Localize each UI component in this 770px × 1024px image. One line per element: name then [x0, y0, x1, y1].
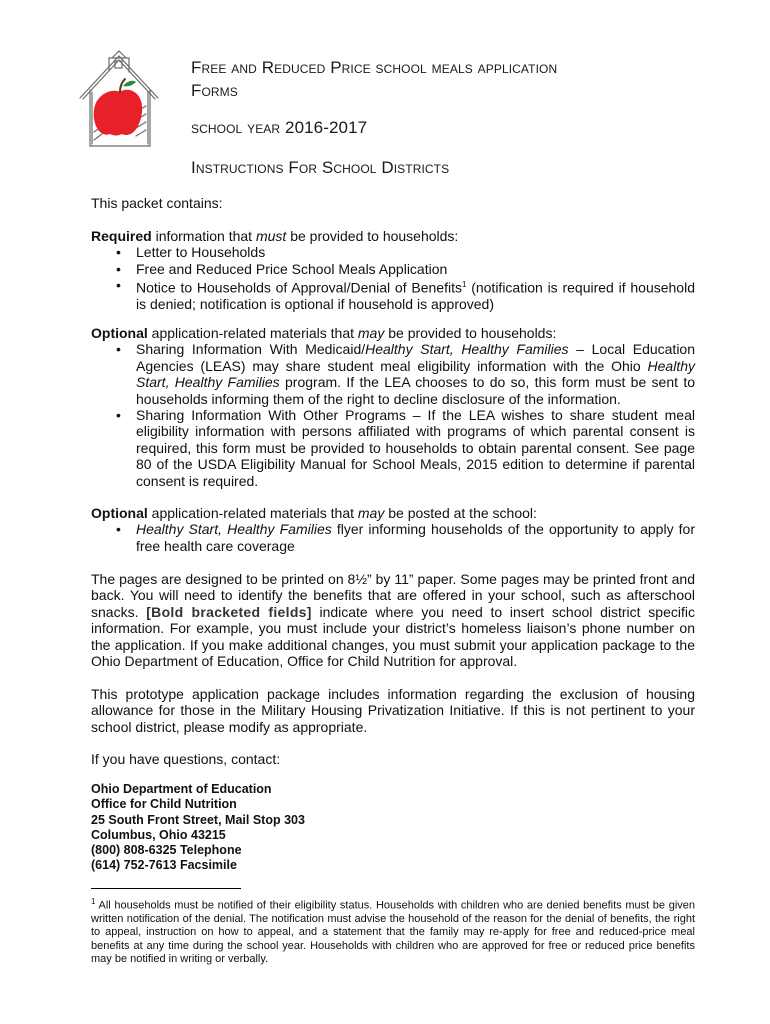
required-lead: Required information that must be provided to households:	[91, 228, 459, 244]
list-item: • Sharing Information With Medicaid/Healthy Start, Healthy Families – Local Education Agencies (LEAS) may share student meal eligibility information with the Ohio Healthy Start, Healthy Families program. If the LEA chooses to do so, this form must be sent to households informing them of the right to decline disclosure of the information.	[116, 341, 695, 407]
required-list	[91, 244, 695, 312]
bullet-icon: •	[116, 521, 121, 538]
printing-paragraph: The pages are designed to be printed on 8½” by 11” paper. Some pages may be printed front and back. You will need to identify the benefits that are offered in your school, such as afterschool snacks. [Bold bracketed fields] indicate where you need to insert school district specific information. For example, you must include your district’s homeless liaison’s phone number on the application. If you make additional changes, you must submit your application package to the Ohio Department of Education, Office for Child Nutrition for approval.	[91, 571, 695, 670]
form-title-line2: Forms	[191, 81, 238, 100]
optional-posted-lead: Optional application-related materials that may be posted at the school:	[91, 505, 537, 521]
footnote: $^1$ All households must be notified of their eligibility status. Households with children who are denied benefits must be given written notification of the denial. The notification must advise the household of the reason for the denial of benefits, the right to appeal, instruction on how to appeal, and a statement that the family may re-apply for free and reduced-price meal benefits at any time during the school year. Households with children who are approved for free or reduced price benefits may be notified in writing or verbally.	[91, 897, 695, 966]
optional-label: Optional	[91, 505, 148, 521]
optional-provided-list	[91, 341, 695, 489]
schoolhouse-apple-logo	[76, 50, 162, 150]
must-emphasis: must	[255, 228, 287, 244]
bullet-icon: •	[116, 341, 121, 358]
bullet-icon: •	[116, 260, 121, 277]
list-item: • Free and Reduced Price School Meals Application	[116, 260, 448, 277]
may-emphasis: may	[357, 325, 385, 341]
bullet-icon: •	[116, 407, 121, 424]
footnote-divider	[91, 888, 241, 889]
intro-line: This packet contains:	[91, 195, 223, 211]
school-year-value: 2016-2017	[285, 118, 368, 137]
school-year-label: school year	[191, 118, 281, 137]
optional-posted-list	[91, 521, 695, 554]
may-emphasis: may	[357, 505, 385, 521]
prototype-paragraph: This prototype application package includes information regarding the exclusion of housing allowance for those in the Military Housing Privatization Initiative. If this is not pertinent to your school district, please modify as appropriate.	[91, 686, 695, 735]
list-item: • Healthy Start, Healthy Families flyer informing households of the opportunity to apply for free health care coverage	[116, 521, 695, 554]
optional-provided-section	[91, 325, 695, 489]
contact-org: Ohio Department of Education	[91, 782, 272, 796]
footnote-ref: 1	[461, 280, 467, 290]
form-title-line1: Free and Reduced Price school meals application	[191, 58, 558, 77]
list-item: • Sharing Information With Other Programs – If the LEA wishes to share student meal eligibility information with persons affiliated with programs of which parental consent is required, this form must be provided to households to obtain parental consent. See page 80 of the USDA Eligibility Manual for School Meals, 2015 edition to determine if parental consent is required.	[116, 407, 695, 489]
required-section	[91, 228, 695, 313]
contact-city: Columbus, Ohio 43215	[91, 827, 226, 842]
bullet-icon: •	[116, 277, 121, 294]
bullet-icon: •	[116, 244, 121, 261]
list-item: • Letter to Households	[116, 244, 266, 261]
bracketed-fields-example: [Bold bracketed fields]	[146, 603, 312, 620]
intro-text	[91, 195, 695, 211]
contact-phone: (800) 808-6325 Telephone	[91, 843, 242, 858]
list-item: • Notice to Households of Approval/Denial of Benefits$^1$ (notification is required if household is denied; notification is optional if household is approved)	[116, 277, 695, 313]
contact-street: 25 South Front Street, Mail Stop 303	[91, 812, 305, 827]
optional-provided-lead: Optional application-related materials that may be provided to households:	[91, 325, 557, 341]
instructions-title: Instructions For School Districts	[191, 158, 450, 177]
school-year-heading	[191, 118, 367, 138]
required-label: Required	[91, 228, 152, 244]
footnote-marker: 1	[91, 897, 96, 906]
contact-block	[91, 782, 305, 874]
form-title	[191, 56, 711, 102]
questions-line: If you have questions, contact:	[91, 751, 281, 767]
optional-label: Optional	[91, 325, 148, 341]
contact-fax: (614) 752-7613 Facsimile	[91, 858, 237, 873]
optional-posted-section	[91, 505, 695, 554]
contact-office: Office for Child Nutrition	[91, 797, 237, 812]
